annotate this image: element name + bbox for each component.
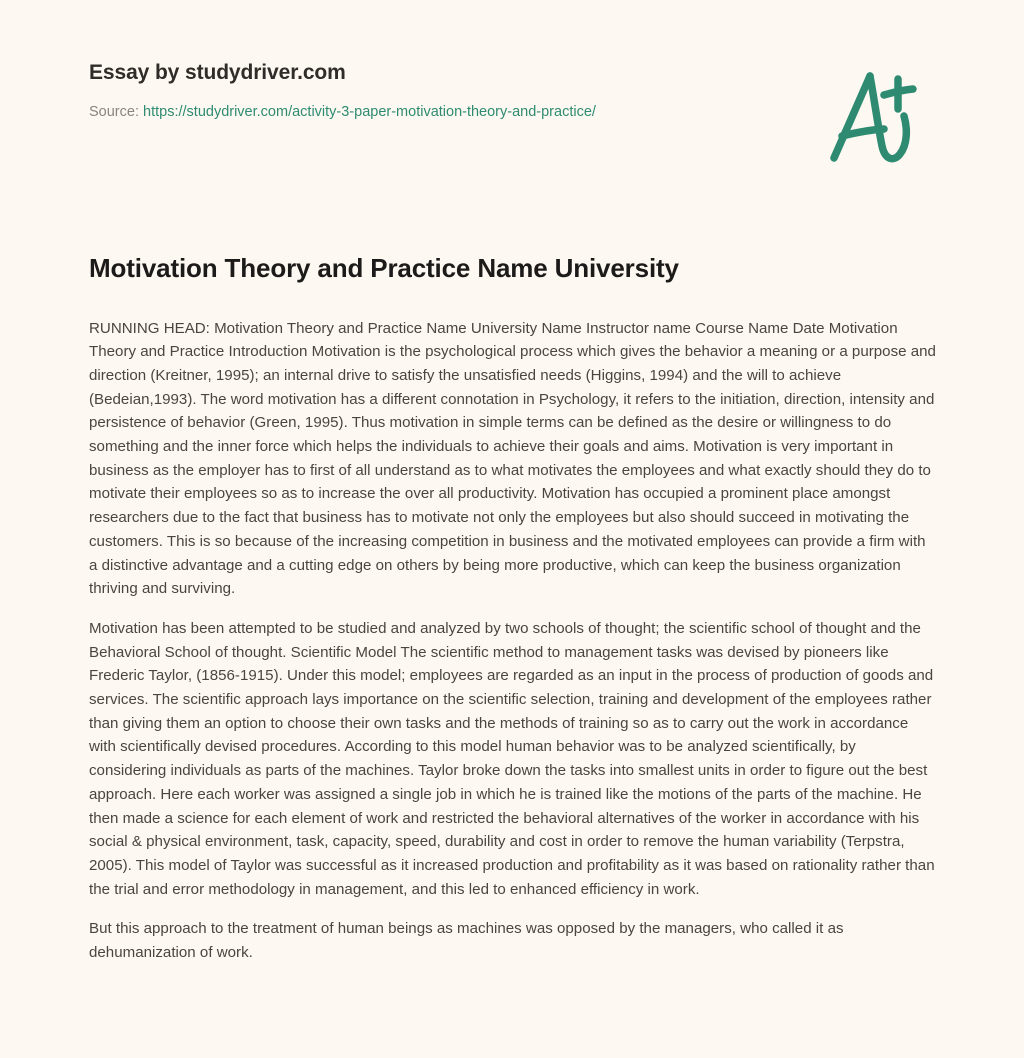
source-url-link[interactable]: https://studydriver.com/activity-3-paper-motivation-theory-and-practice/: [143, 104, 596, 121]
essay-by-heading: Essay by studydriver.com: [89, 61, 346, 84]
paragraph-2: Motivation has been attempted to be studied and analyzed by two schools of thought; the scientific school of thought and the Behavioral School of thought. Scientific Model The scientific method to management tasks was devised by pioneers like Frederic Taylor, (1856-1915). Under this model; employees are regarded as an input in the process of production of goods and services. The scientific approach lays importance on the scientific selection, training and development of the employees rather than giving them an option to choose their own tasks and the methods of training so as to carry out the work in accordance with scientifically devised procedures. According to this model human behavior was to be analyzed scientifically, by considering individuals as parts of the machines. Taylor broke down the tasks into smallest units in order to figure out the best approach. Here each worker was assigned a single job in which he is trained like the motions of the parts of the machine. He then made a science for each element of work and restricted the behavioral alternatives of the worker in accordance with his social & physical environment, task, capacity, speed, durability and cost in order to remove the human variability (Terpstra, 2005). This model of Taylor was successful as it increased production and profitability as it was based on rationality rather than the trial and error methodology in management, and this led to enhanced efficiency in work.: [89, 619, 935, 898]
a-plus-logo-icon: [812, 64, 924, 172]
article-body: [89, 317, 937, 965]
paragraph-3: But this approach to the treatment of human beings as machines was opposed by the managers, who called it as dehumanization of work.: [89, 920, 844, 962]
page-title: Motivation Theory and Practice Name University: [89, 253, 679, 283]
studydriver-logo[interactable]: [812, 64, 924, 172]
paragraph-1: RUNNING HEAD: Motivation Theory and Practice Name University Name Instructor name Course Name Date Motivation Theory and Practice Introduction Motivation is the psychological process which gives the behavior a meaning or a purpose and direction (Kreitner, 1995); an internal drive to satisfy the unsatisfied needs (Higgins, 1994) and the will to achieve (Bedeian,1993). The word motivation has a different connotation in Psychology, it refers to the initiation, direction, intensity and persistence of behavior (Green, 1995). Thus motivation in simple terms can be defined as the desire or willingness to do something and the inner force which helps the individuals to achieve their goals and aims. Motivation is very important in business as the employer has to first of all understand as to what motivates the employees and what exactly should they do to motivate their employees so as to increase the over all productivity. Motivation has occupied a prominent place amongst researchers due to the fact that business has to motivate not only the employees but also should succeed in motivating the customers. This is so because of the increasing competition in business and the motivated employees can provide a firm with a distinctive advantage and a cutting edge on others by being more productive, which can keep the business organization thriving and surviving.: [89, 319, 936, 598]
source-label: Source:: [89, 104, 139, 121]
article: [89, 252, 937, 965]
